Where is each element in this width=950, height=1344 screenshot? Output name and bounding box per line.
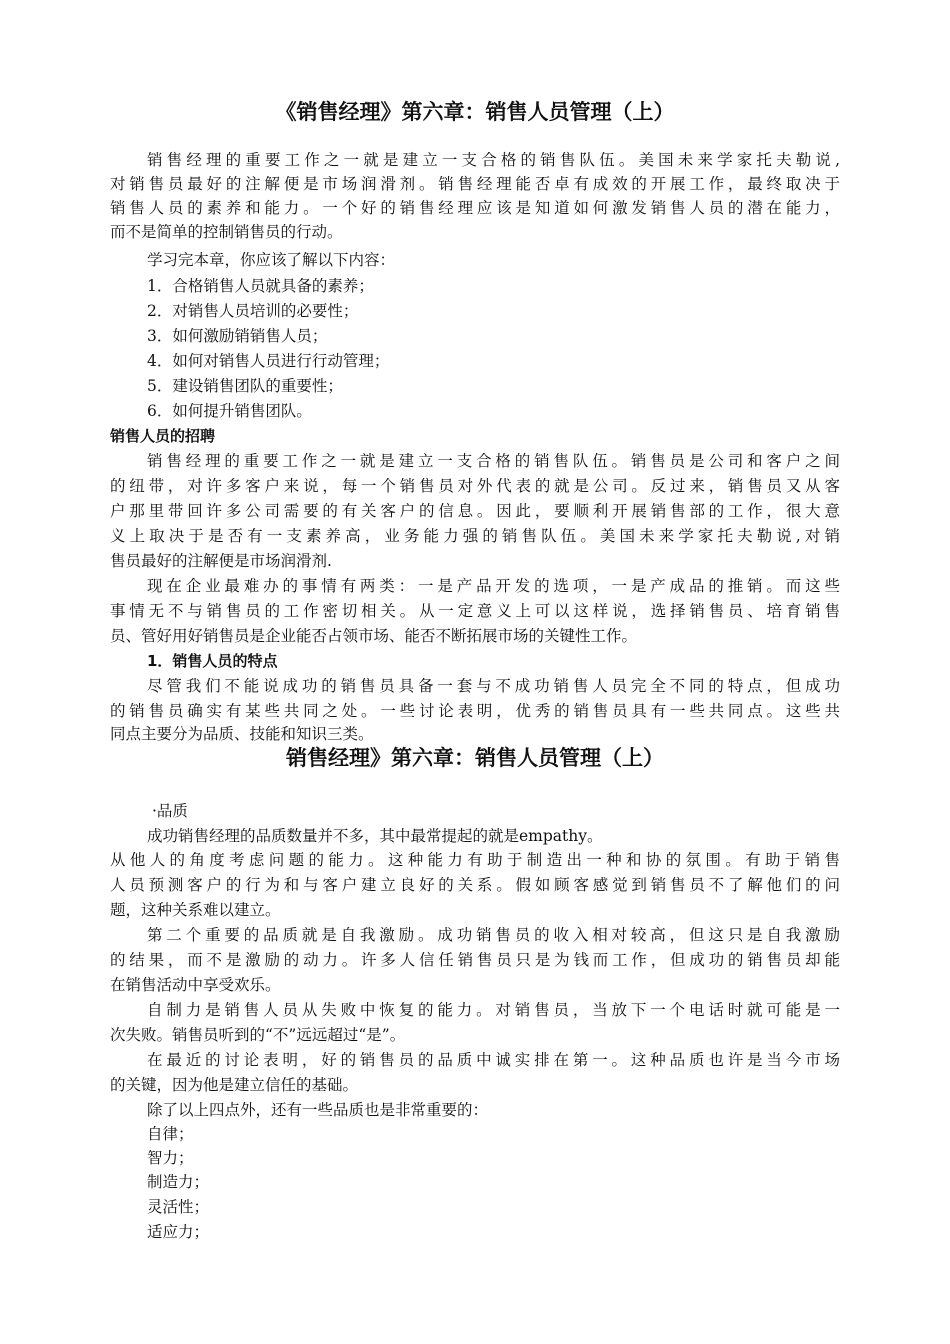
extra-quality-item: 智力； [147,1149,194,1167]
recruit-line: 销售经理的重要工作之一就是建立一支合格的销售队伍。销售员是公司和客户之间 [147,452,840,470]
recruit-line: 现在企业最难办的事情有两类：一是产品开发的选项，一是产成品的推销。而这些 [147,577,840,595]
learn-item: 3．如何激励销销售人员； [147,327,328,345]
quality-line: 成功销售经理的品质数量并不多，其中最常提起的就是empathy。 [147,827,603,845]
extra-quality-item: 制造力； [147,1173,210,1191]
traits-line: 同点主要分为品质、技能和知识三类。 [110,725,374,743]
extra-quality-item: 自律； [147,1125,194,1143]
quality-line: 的结果，而不是激励的动力。许多人信任销售员只是为钱而工作，但成功的销售员却能 [110,951,840,969]
quality-line: 次失败。销售员听到的“不”远远超过“是”。 [110,1026,406,1044]
extra-quality-item: 适应力； [147,1223,210,1241]
intro-line: 销售经理的重要工作之一就是建立一支合格的销售队伍。美国未来学家托夫勒说, [147,151,840,169]
quality-line: 的关键，因为他是建立信任的基础。 [110,1076,359,1094]
traits-line: 尽管我们不能说成功的销售员具备一套与不成功销售人员完全不同的特点，但成功 [147,677,840,695]
quality-line: 第二个重要的品质就是自我激励。成功销售员的收入相对较高，但这只是自我激励 [147,926,840,944]
section-heading: 销售人员的招聘 [110,427,216,445]
traits-line: 的销售员确实有某些共同之处。一些讨论表明，优秀的销售员具有一些共同点。这些共 [110,702,840,720]
learn-item: 1．合格销售人员就具备的素养； [147,277,374,295]
recruit-line: 售员最好的注解便是市场润滑剂. [110,552,332,570]
learn-intro: 学习完本章，你应该了解以下内容： [147,251,396,269]
quality-bullet: ·品质 [152,802,188,820]
intro-line: 对销售员最好的注解便是市场润滑剂。销售经理能否卓有成效的开展工作，最终取决于 [110,175,840,193]
page-title: 《销售经理》第六章：销售人员管理（上） [275,100,675,124]
learn-item: 5．建设销售团队的重要性； [147,377,343,395]
recruit-line: 户那里带回许多公司需要的有关客户的信息。因此，要顺利开展销售部的工作，很大意 [110,502,840,520]
repeated-title: 销售经理》第六章：销售人员管理（上） [286,746,664,770]
learn-item: 2．对销售人员培训的必要性； [147,302,359,320]
intro-line: 而不是简单的控制销售员的行动。 [110,223,343,241]
learn-item: 6．如何提升销售团队。 [147,402,312,420]
recruit-line: 事情无不与销售员的工作密切相关。从一定意义上可以这样说，选择销售员、培育销售 [110,602,840,620]
quality-line: 题，这种关系难以建立。 [110,901,281,919]
quality-line: 自制力是销售人员从失败中恢复的能力。对销售员，当放下一个电话时就可能是一 [147,1001,840,1019]
recruit-line: 的纽带，对许多客户来说，每一个销售员对外代表的就是公司。反过来，销售员又从客 [110,477,840,495]
quality-line: 人员预测客户的行为和与客户建立良好的关系。假如顾客感觉到销售员不了解他们的问 [110,876,840,894]
quality-line: 在销售活动中享受欢乐。 [110,976,281,994]
recruit-line: 员、管好用好销售员是企业能否占领市场、能否不断拓展市场的关键性工作。 [110,627,638,645]
learn-item: 4．如何对销售人员进行行动管理； [147,352,390,370]
intro-line: 销售人员的素养和能力。一个好的销售经理应该是知道如何激发销售人员的潜在能力， [110,199,840,217]
subsection-heading: 1．销售人员的特点 [147,652,278,670]
quality-line: 在最近的讨论表明，好的销售员的品质中诚实排在第一。这种品质也许是当今市场 [147,1051,840,1069]
extra-quality-item: 灵活性； [147,1198,210,1216]
quality-line: 除了以上四点外，还有一些品质也是非常重要的： [147,1101,489,1119]
recruit-line: 义上取决于是否有一支素养高，业务能力强的销售队伍。美国未来学家托夫勒说,对销 [110,527,840,545]
quality-line: 从他人的角度考虑问题的能力。这种能力有助于制造出一种和协的氛围。有助于销售 [110,851,840,869]
